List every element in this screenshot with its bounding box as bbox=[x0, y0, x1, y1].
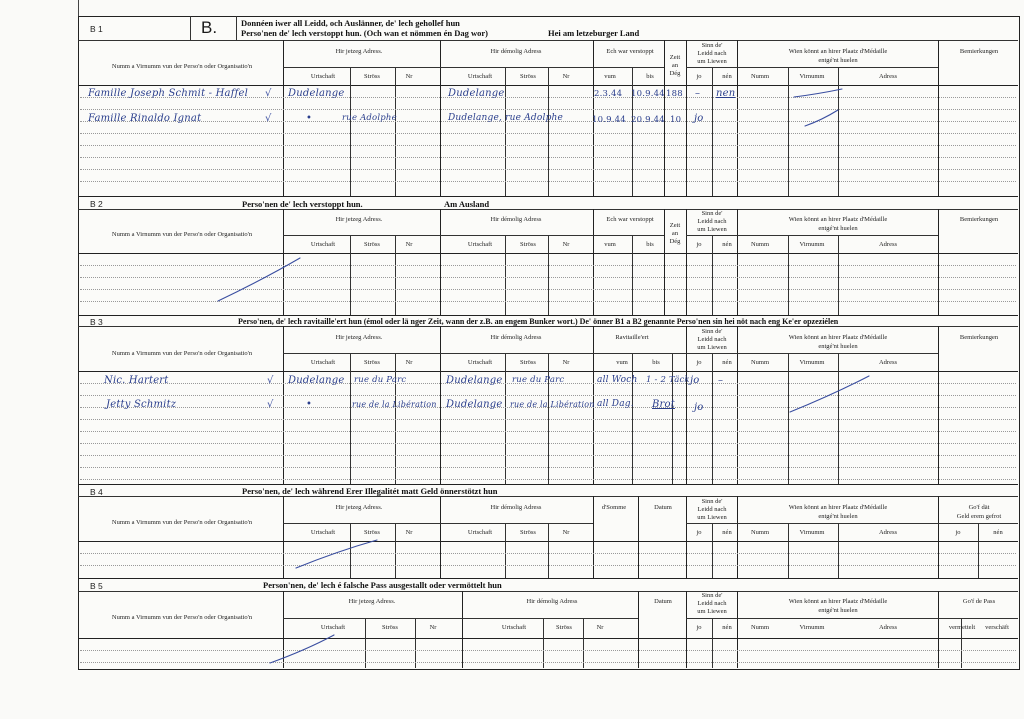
grid-line bbox=[440, 523, 593, 524]
grid-line bbox=[788, 523, 789, 578]
header-name-b1: Numm a Virnumm vun der Perso'n oder Organisatio'n bbox=[111, 63, 253, 70]
entry-to: 10.9.44 bbox=[631, 89, 665, 99]
entry-former-street: rue de la Libération bbox=[510, 400, 595, 409]
header-strass: Ströss bbox=[364, 529, 380, 536]
grid-line bbox=[283, 523, 440, 524]
header-jo: jo bbox=[955, 529, 961, 536]
header-suffered: Leidd nach bbox=[697, 506, 727, 513]
grid-line bbox=[664, 209, 665, 315]
header-adress: Adress bbox=[878, 241, 898, 248]
section-title-b2: Perso'nen de' lech verstoppt hun. bbox=[242, 199, 363, 209]
entry-period2: Brot bbox=[652, 399, 675, 410]
grid-line bbox=[938, 523, 1018, 524]
header-medal: entgé'nt huelen bbox=[818, 343, 858, 350]
check-mark: √ bbox=[265, 88, 272, 99]
header-suffered: Leidd nach bbox=[697, 336, 727, 343]
section-code-b5: B 5 bbox=[90, 581, 103, 591]
section-code-b1: B 1 bbox=[90, 24, 103, 34]
entry-town: • bbox=[306, 399, 313, 410]
entry-jo: – bbox=[695, 88, 701, 99]
header-suffered: Leidd nach bbox=[697, 50, 727, 57]
header-current-address-b2: Hir jetzeg Adress. bbox=[335, 216, 383, 223]
row-line bbox=[80, 145, 1016, 146]
grid-line bbox=[593, 353, 686, 354]
entry-street: rue du Parc bbox=[354, 375, 407, 385]
header-pass-vermettelt: vermettelt bbox=[948, 624, 976, 631]
row-line bbox=[80, 662, 1016, 663]
grid-line bbox=[395, 523, 396, 578]
grid-line bbox=[548, 67, 549, 196]
header-former-address-b1: Hir démolig Adress bbox=[490, 48, 542, 55]
header-vum: vum bbox=[616, 359, 628, 366]
entry-jo: jo bbox=[694, 402, 704, 413]
grid-line bbox=[583, 618, 584, 668]
grid-line bbox=[712, 523, 713, 578]
entry-town: Dudelange bbox=[288, 88, 345, 99]
header-nr: Nr bbox=[562, 241, 570, 248]
entry-former-street: rue du Parc bbox=[512, 375, 565, 385]
grid-line bbox=[788, 235, 789, 315]
header-medal: entgé'nt huelen bbox=[818, 607, 858, 614]
section-title-b1-line1: Donnéen iwer all Leidd, och Auslänner, de' lech gehollef hun bbox=[241, 18, 460, 28]
header-suffered: um Liewen bbox=[697, 608, 727, 615]
entry-nen: – bbox=[718, 375, 724, 386]
header-virnumm: Virnumm bbox=[799, 624, 825, 631]
grid-line bbox=[415, 618, 416, 668]
header-nen: nén bbox=[722, 73, 732, 80]
grid-line bbox=[712, 235, 713, 315]
header-name-b4: Numm a Virnumm vun der Perso'n oder Organisatio'n bbox=[111, 519, 253, 526]
header-urtschaft: Urtschaft bbox=[310, 241, 336, 248]
header-nr: Nr bbox=[562, 529, 570, 536]
grid-line bbox=[283, 326, 284, 484]
grid-line bbox=[938, 40, 939, 196]
entry-name: Nic. Hartert bbox=[104, 375, 169, 386]
grid-line bbox=[838, 67, 839, 196]
section-code-b2: B 2 bbox=[90, 199, 103, 209]
header-medal: Wien könnt an hirer Plaatz d'Médaille bbox=[788, 48, 888, 55]
grid-line bbox=[938, 618, 1018, 619]
header-suffered: Sinn de' bbox=[701, 592, 723, 599]
header-geld: Geld erem gefrot bbox=[956, 513, 1002, 520]
header-suffered: Leidd nach bbox=[697, 600, 727, 607]
header-nr: Nr bbox=[562, 73, 570, 80]
grid-line bbox=[978, 523, 979, 578]
header-nr: Nr bbox=[405, 73, 413, 80]
row-line bbox=[80, 169, 1016, 170]
row-line bbox=[80, 395, 1016, 396]
header-virnumm: Virnumm bbox=[799, 359, 825, 366]
header-medal: entgé'nt huelen bbox=[818, 57, 858, 64]
header-medal: entgé'nt huelen bbox=[818, 513, 858, 520]
header-remarks: Bemierkungen bbox=[959, 334, 999, 341]
grid-line bbox=[686, 67, 737, 68]
grid-line bbox=[593, 209, 594, 315]
row-line bbox=[80, 265, 1016, 266]
grid-line bbox=[350, 67, 351, 196]
header-nen: nén bbox=[722, 529, 732, 536]
header-former-address-b4: Hir démolig Adress bbox=[490, 504, 542, 511]
header-urtschaft: Urtschaft bbox=[467, 359, 493, 366]
grid-line bbox=[283, 209, 284, 315]
header-nr: Nr bbox=[562, 359, 570, 366]
entry-days: 188 bbox=[666, 89, 683, 99]
grid-line bbox=[686, 40, 687, 196]
header-numm: Numm bbox=[750, 529, 770, 536]
header-medal: entgé'nt huelen bbox=[818, 225, 858, 232]
header-suffered: Leidd nach bbox=[697, 218, 727, 225]
row-line bbox=[80, 650, 1016, 651]
entry-name: Famille Joseph Schmit - Haffel bbox=[88, 88, 249, 99]
row-line bbox=[80, 565, 1016, 566]
header-adress: Adress bbox=[878, 624, 898, 631]
header-urtschaft: Urtschaft bbox=[310, 529, 336, 536]
entry-from: 2.3.44 bbox=[594, 89, 623, 99]
grid-line bbox=[788, 67, 789, 196]
header-name-b5: Numm a Virnumm vun der Perso'n oder Organisatio'n bbox=[111, 614, 253, 621]
entry-from: 10.9.44 bbox=[592, 115, 626, 125]
header-current-address-b4: Hir jetzeg Adress. bbox=[335, 504, 383, 511]
header-jo: jo bbox=[696, 624, 702, 631]
header-bis: bis bbox=[646, 241, 654, 248]
grid-line bbox=[440, 67, 593, 68]
entry-name: Famille Rinaldo Ignat bbox=[88, 113, 202, 124]
header-adress: Adress bbox=[878, 359, 898, 366]
row-line bbox=[80, 277, 1016, 278]
header-jo: jo bbox=[696, 529, 702, 536]
grid-line bbox=[938, 591, 939, 668]
grid-line bbox=[283, 235, 440, 236]
entry-former-address: Dudelange bbox=[448, 88, 505, 99]
header-remarks: Bemierkungen bbox=[959, 216, 999, 223]
grid-line bbox=[838, 523, 839, 578]
grid-line bbox=[283, 67, 440, 68]
grid-line bbox=[593, 67, 664, 68]
grid-line bbox=[505, 67, 506, 196]
header-nr: Nr bbox=[405, 241, 413, 248]
grid-line bbox=[440, 353, 593, 354]
grid-line bbox=[283, 353, 440, 354]
row-line bbox=[80, 109, 1016, 110]
header-strass: Ströss bbox=[556, 624, 572, 631]
grid-line bbox=[593, 235, 664, 236]
header-urtschaft: Urtschaft bbox=[501, 624, 527, 631]
header-an: an bbox=[671, 230, 679, 237]
header-current-address-b5: Hir jetzeg Adress. bbox=[348, 598, 396, 605]
header-strass: Ströss bbox=[520, 73, 536, 80]
grid-line bbox=[938, 209, 939, 315]
row-line bbox=[80, 467, 1016, 468]
grid-line bbox=[395, 235, 396, 315]
grid-line bbox=[737, 235, 938, 236]
header-urtschaft: Urtschaft bbox=[320, 624, 346, 631]
row-line bbox=[80, 443, 1016, 444]
entry-period2: 1 - 2 Täck bbox=[646, 375, 690, 385]
header-numm: Numm bbox=[750, 241, 770, 248]
header-former-address-b3: Hir démolig Adress bbox=[490, 334, 542, 341]
header-suffered: um Liewen bbox=[697, 58, 727, 65]
grid-line bbox=[365, 618, 366, 668]
check-mark: √ bbox=[267, 375, 274, 386]
header-nen: nén bbox=[722, 359, 732, 366]
grid-line bbox=[686, 618, 737, 619]
section-title-b1-right: Hei am letzeburger Land bbox=[548, 28, 640, 38]
entry-jo: jo bbox=[690, 375, 700, 386]
header-adress: Adress bbox=[878, 529, 898, 536]
header-nen: nén bbox=[722, 241, 732, 248]
section-title-b2-right: Am Ausland bbox=[444, 199, 490, 209]
header-virnumm: Virnumm bbox=[799, 241, 825, 248]
entry-former-address: Dudelange, rue Adolphe bbox=[448, 113, 564, 123]
header-zeit: Zeit bbox=[669, 222, 681, 229]
entry-street: rue de la Libération bbox=[352, 400, 437, 409]
check-mark: √ bbox=[265, 113, 272, 124]
header-medal: Wien könnt an hirer Plaatz d'Médaille bbox=[788, 598, 888, 605]
header-nr: Nr bbox=[405, 529, 413, 536]
header-geld: Go'f dät bbox=[968, 504, 990, 511]
header-suffered: Sinn de' bbox=[701, 210, 723, 217]
grid-line bbox=[440, 40, 441, 196]
grid-line bbox=[737, 40, 738, 196]
header-suffered: Sinn de' bbox=[701, 42, 723, 49]
grid-line bbox=[938, 326, 939, 484]
row-line bbox=[80, 157, 1016, 158]
grid-line bbox=[440, 235, 593, 236]
row-line bbox=[80, 431, 1016, 432]
header-current-address-b3: Hir jetzeg Adress. bbox=[335, 334, 383, 341]
header-deg: Dég bbox=[669, 70, 681, 77]
header-suffered: um Liewen bbox=[697, 514, 727, 521]
grid-line bbox=[686, 326, 687, 484]
header-former-address-b2: Hir démolig Adress bbox=[490, 216, 542, 223]
grid-line bbox=[283, 618, 462, 619]
header-numm: Numm bbox=[750, 359, 770, 366]
row-line bbox=[80, 301, 1016, 302]
grid-line bbox=[462, 591, 463, 668]
row-line bbox=[80, 455, 1016, 456]
header-urtschaft: Urtschaft bbox=[467, 241, 493, 248]
grid-line bbox=[632, 235, 633, 315]
header-urtschaft: Urtschaft bbox=[467, 73, 493, 80]
grid-line bbox=[737, 618, 938, 619]
header-nen: nén bbox=[993, 529, 1003, 536]
entry-name: Jetty Schmitz bbox=[106, 399, 177, 410]
header-adress: Adress bbox=[878, 73, 898, 80]
grid-line bbox=[548, 523, 549, 578]
header-virnumm: Virnumm bbox=[799, 529, 825, 536]
header-nr: Nr bbox=[429, 624, 437, 631]
header-medal: Wien könnt an hirer Plaatz d'Médaille bbox=[788, 216, 888, 223]
header-jo: jo bbox=[696, 359, 702, 366]
header-strass: Ströss bbox=[520, 241, 536, 248]
header-strass: Ströss bbox=[364, 241, 380, 248]
header-suffered: Sinn de' bbox=[701, 498, 723, 505]
grid-line bbox=[632, 67, 633, 196]
grid-line bbox=[638, 591, 639, 668]
row-line bbox=[80, 181, 1016, 182]
header-datum: Datum bbox=[654, 598, 672, 605]
grid-line bbox=[686, 209, 687, 315]
row-line bbox=[80, 133, 1016, 134]
header-vum: vum bbox=[604, 73, 616, 80]
header-pass: Go'f de Pass bbox=[962, 598, 996, 605]
grid-line bbox=[686, 353, 737, 354]
grid-line bbox=[395, 67, 396, 196]
grid-line bbox=[505, 235, 506, 315]
form-letter: B. bbox=[201, 18, 218, 37]
header-ravitaille: Ravitaille'ert bbox=[615, 334, 649, 341]
header-an: an bbox=[671, 62, 679, 69]
grid-line bbox=[737, 591, 738, 668]
row-line bbox=[80, 289, 1016, 290]
grid-line bbox=[686, 591, 687, 668]
grid-line bbox=[838, 235, 839, 315]
header-numm: Numm bbox=[750, 624, 770, 631]
header-urtschaft: Urtschaft bbox=[310, 73, 336, 80]
grid-line bbox=[712, 618, 713, 668]
grid-line bbox=[737, 523, 938, 524]
grid-line bbox=[505, 523, 506, 578]
section-code-b3: B 3 bbox=[90, 317, 103, 327]
header-medal: Wien könnt an hirer Plaatz d'Médaille bbox=[788, 504, 888, 511]
entry-town: Dudelange bbox=[288, 375, 345, 386]
grid-line bbox=[350, 235, 351, 315]
grid-line bbox=[440, 209, 441, 315]
header-urtschaft: Urtschaft bbox=[310, 359, 336, 366]
header-former-address-b5: Hir démolig Adress bbox=[526, 598, 578, 605]
grid-line bbox=[283, 591, 284, 668]
header-medal: Wien könnt an hirer Plaatz d'Médaille bbox=[788, 334, 888, 341]
header-jo: jo bbox=[696, 241, 702, 248]
header-datum: Datum bbox=[654, 504, 672, 511]
entry-days: 10 bbox=[670, 115, 682, 125]
header-hidden-b2: Ech war verstoppt bbox=[606, 216, 654, 223]
header-name-b3: Numm a Virnumm vun der Perso'n oder Organisatio'n bbox=[111, 350, 253, 357]
grid-line bbox=[737, 326, 738, 484]
check-mark: √ bbox=[267, 399, 274, 410]
header-nen: nén bbox=[722, 624, 732, 631]
header-bis: bis bbox=[646, 73, 654, 80]
header-vum: vum bbox=[604, 241, 616, 248]
header-hidden-b1: Ech war verstoppt bbox=[606, 48, 654, 55]
section-title-b3: Perso'nen, de' lech ravitaille'ert hun (émol oder lä nger Zeit, wann der z.B. an engem Bunker wort.) De' önner B1 a B2 genannte Perso'nen sin hei nöt nach eng Ke'er opzeziélen bbox=[238, 317, 839, 326]
header-strass: Ströss bbox=[520, 529, 536, 536]
entry-former-town: Dudelange bbox=[446, 399, 503, 410]
grid-line bbox=[712, 67, 713, 196]
grid-line bbox=[686, 235, 737, 236]
header-virnumm: Virnumm bbox=[799, 73, 825, 80]
entry-to: 20.9.44 bbox=[631, 115, 665, 125]
section-title-b5: Person'nen, de' lech é falsche Pass ausgestallt oder vermöttelt hun bbox=[263, 580, 502, 590]
header-suffered: um Liewen bbox=[697, 226, 727, 233]
header-current-address-b1: Hir jetzeg Adress. bbox=[335, 48, 383, 55]
section-code-b4: B 4 bbox=[90, 487, 103, 497]
header-strass: Ströss bbox=[364, 359, 380, 366]
grid-line bbox=[737, 353, 938, 354]
header-remarks: Bemierkungen bbox=[959, 48, 999, 55]
header-suffered: um Liewen bbox=[697, 344, 727, 351]
entry-former-town: Dudelange bbox=[446, 375, 503, 386]
grid-line bbox=[686, 523, 737, 524]
grid-line bbox=[548, 235, 549, 315]
grid-line bbox=[737, 209, 738, 315]
header-bis: bis bbox=[652, 359, 660, 366]
section-title-b1-line2: Perso'nen de' lech verstoppt hun. (Och wan et nömmen én Dag wor) bbox=[241, 28, 488, 38]
header-zeit: Zeit bbox=[669, 54, 681, 61]
entry-street: rue Adolphe bbox=[342, 113, 397, 123]
header-strass: Ströss bbox=[520, 359, 536, 366]
header-summe: d'Somme bbox=[601, 504, 627, 511]
row-line bbox=[80, 479, 1016, 480]
header-pass-verschaft: verschäft bbox=[985, 624, 1009, 631]
grid-line bbox=[440, 326, 441, 484]
entry-nen: nen bbox=[716, 88, 736, 99]
row-line bbox=[80, 419, 1016, 420]
header-name-b2: Numm a Virnumm vun der Perso'n oder Organisatio'n bbox=[111, 231, 253, 238]
entry-period: all Woch bbox=[597, 375, 638, 385]
header-suffered: Sinn de' bbox=[701, 328, 723, 335]
grid-line bbox=[462, 618, 638, 619]
header-deg: Dég bbox=[669, 238, 681, 245]
entry-period: all Dag. bbox=[597, 399, 634, 409]
grid-line bbox=[543, 618, 544, 668]
row-line bbox=[80, 553, 1016, 554]
grid-line bbox=[283, 40, 284, 196]
entry-town: • bbox=[306, 113, 313, 124]
grid-line bbox=[350, 523, 351, 578]
header-strass: Ströss bbox=[364, 73, 380, 80]
header-nr: Nr bbox=[405, 359, 413, 366]
header-numm: Numm bbox=[750, 73, 770, 80]
header-strass: Ströss bbox=[382, 624, 398, 631]
header-nr: Nr bbox=[596, 624, 604, 631]
section-title-b4: Perso'nen, de' lech während Erer Illegalitét matt Geld önnerstötzt hun bbox=[242, 486, 498, 496]
header-urtschaft: Urtschaft bbox=[467, 529, 493, 536]
header-jo: jo bbox=[696, 73, 702, 80]
entry-jo: jo bbox=[694, 113, 704, 124]
grid-line bbox=[737, 67, 938, 68]
